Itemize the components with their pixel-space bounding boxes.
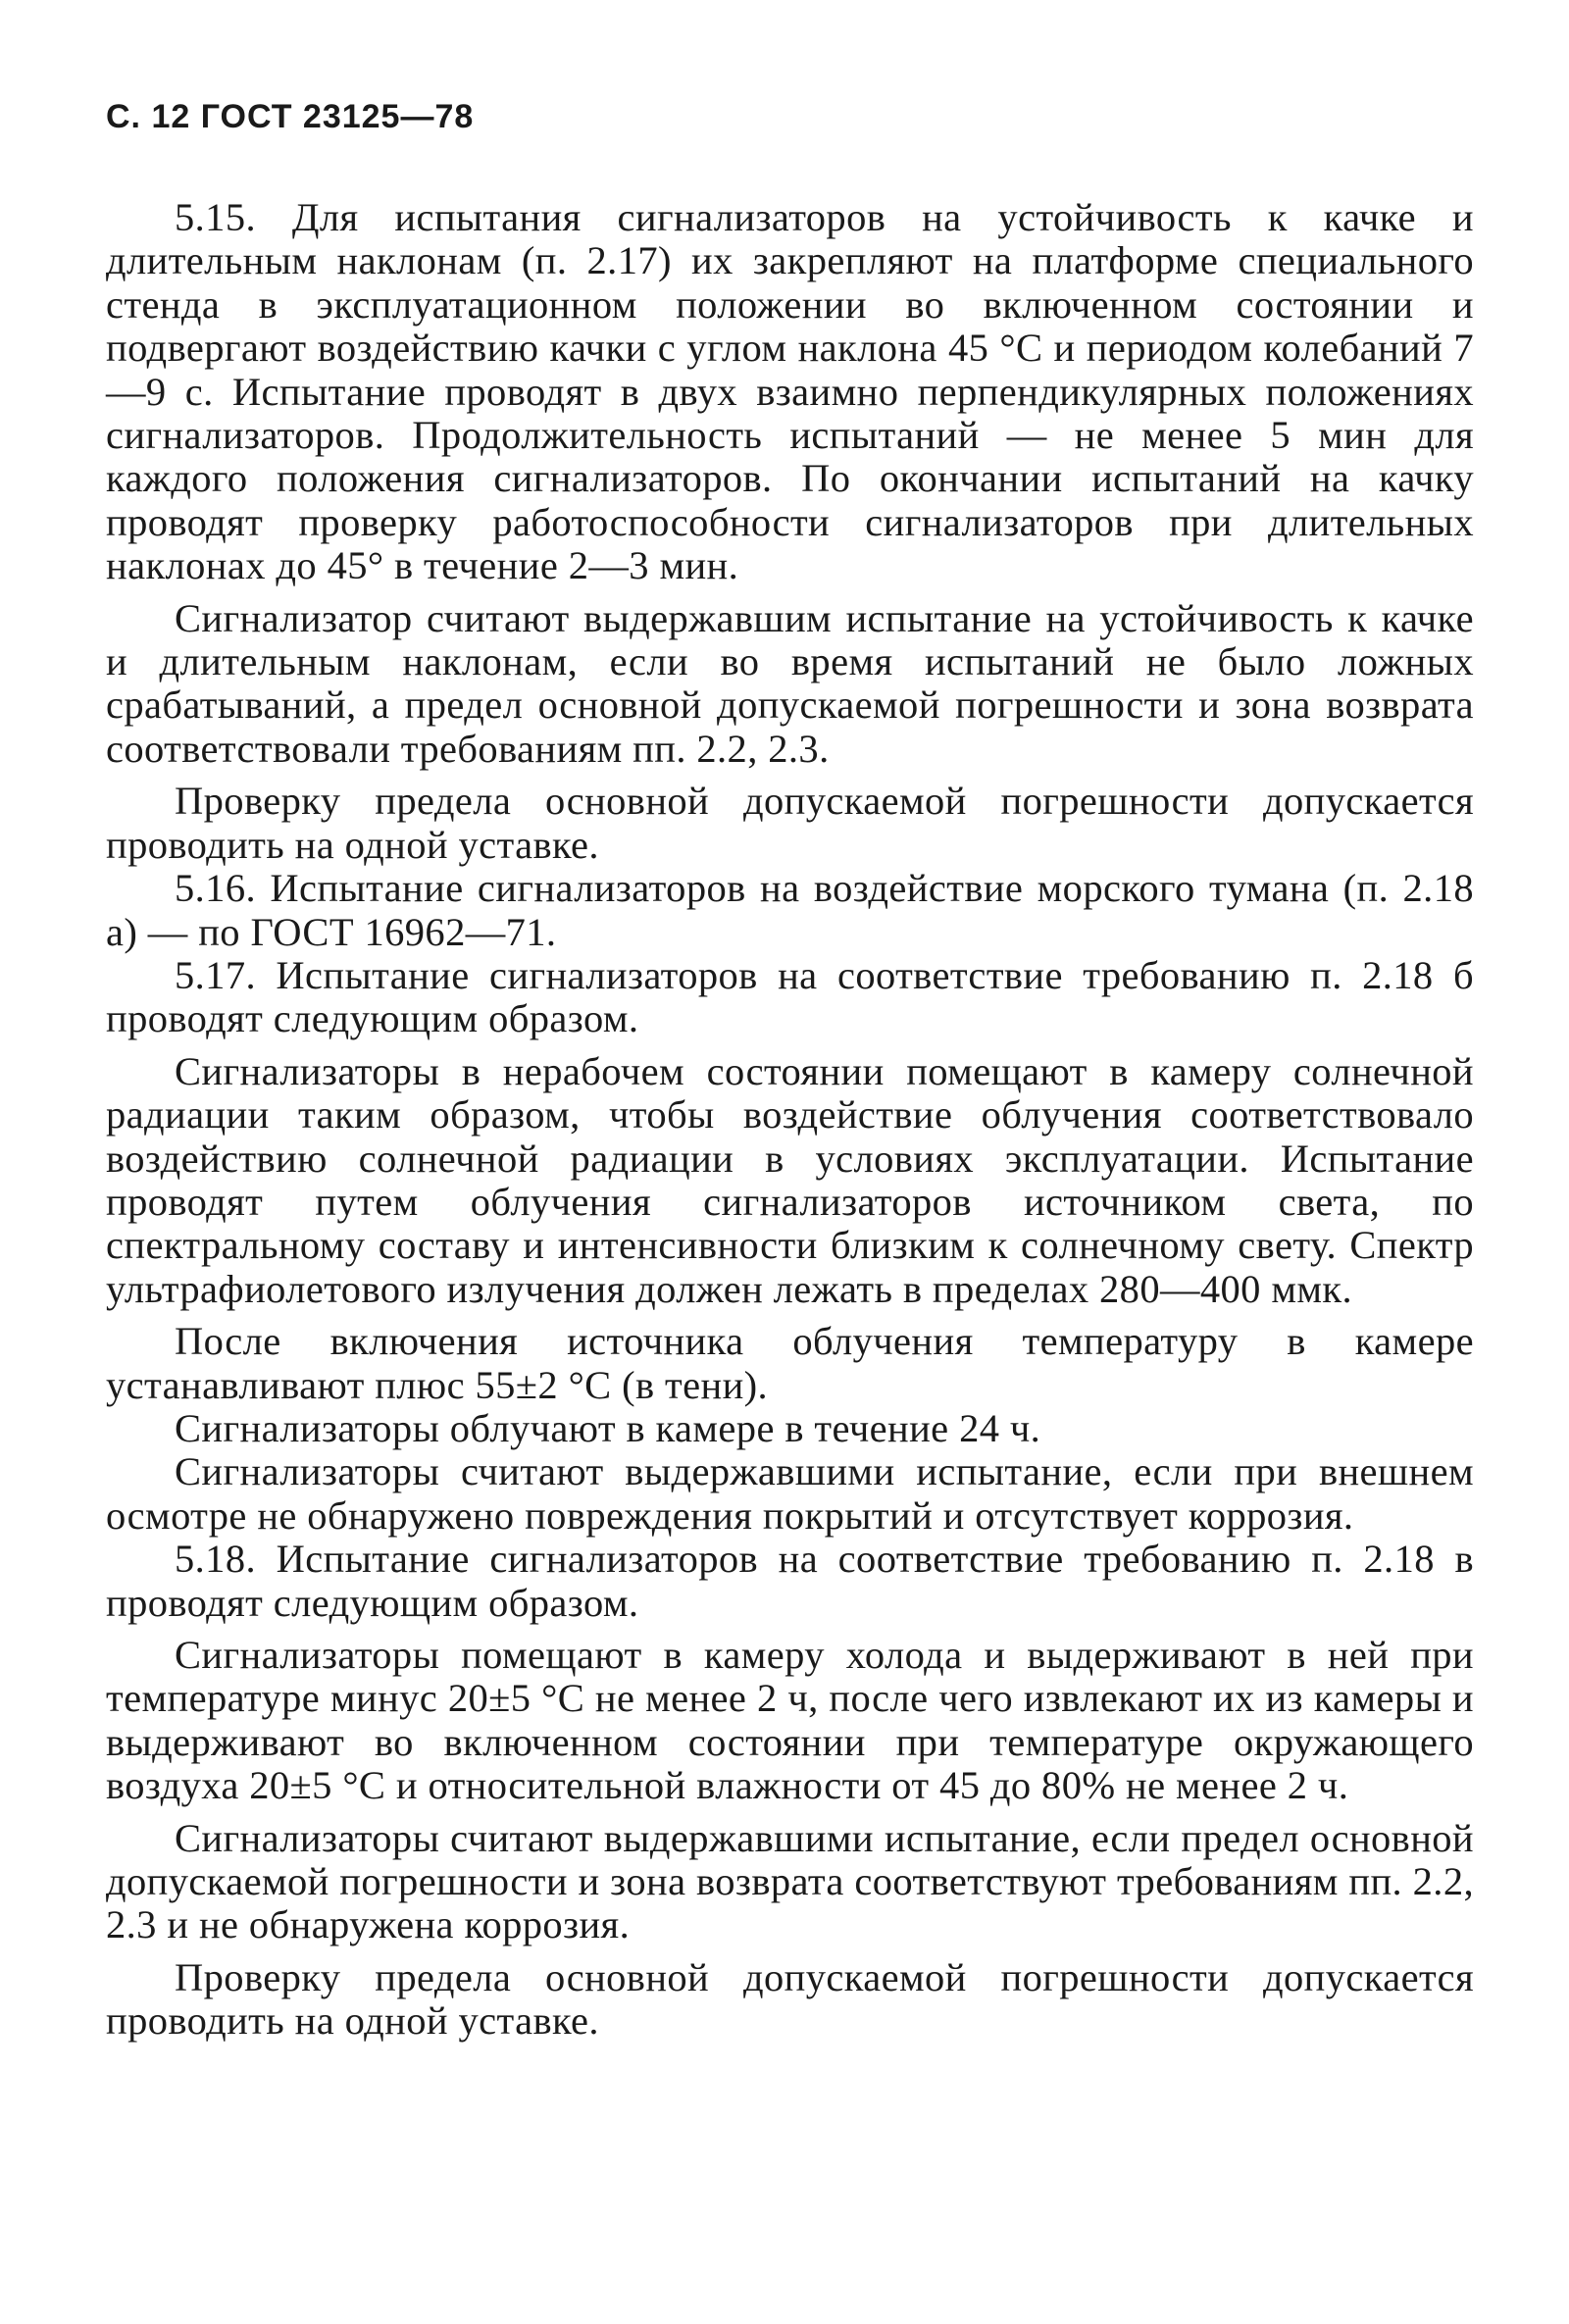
paragraph: Сигнализаторы считают выдержавшими испытание, если предел основной допускаемой погрешности и зона возврата соответствуют требованиям пп. 2.2, 2.3 и не обнаружена коррозия. bbox=[106, 1815, 1474, 1947]
paragraph-5-18: 5.18. Испытание сигнализаторов на соответствие требованию п. 2.18 в проводят следующим образом. bbox=[106, 1537, 1474, 1625]
paragraph: Сигнализатор считают выдержавшим испытание на устойчивость к качке и длительным наклонам, если во время испытаний не было ложных срабатываний, а предел основной допускаемой погрешности и зона возврата соответствовали требованиям пп. 2.2, 2.3. bbox=[106, 595, 1474, 771]
paragraph: Сигнализаторы в нерабочем состоянии помещают в камеру солнечной радиации таким образом, чтобы воздействие облучения соответствовало воздействию солнечной радиации в условиях эксплуатации. Испытание проводят путем облучения сигнализаторов источником света, по спектральному составу и интенсивности близким к солнечному свету. Спектр ультрафиолетового излучения должен лежать в пределах 280—400 ммк. bbox=[106, 1048, 1474, 1311]
paragraph-5-16: 5.16. Испытание сигнализаторов на воздействие морского тумана (п. 2.18 а) — по ГОСТ 16962—71. bbox=[106, 866, 1474, 954]
document-body bbox=[106, 196, 1474, 2044]
page-header: С. 12 ГОСТ 23125—78 bbox=[106, 98, 475, 135]
paragraph-5-17: 5.17. Испытание сигнализаторов на соответствие требованию п. 2.18 б проводят следующим образом. bbox=[106, 952, 1474, 1041]
paragraph: Сигнализаторы помещают в камеру холода и выдерживают в ней при температуре минус 20±5 °С не менее 2 ч, после чего извлекают их из камеры и выдерживают во включенном состоянии при температуре окружающего воздуха 20±5 °С и относительной влажности от 45 до 80% не менее 2 ч. bbox=[106, 1633, 1474, 1808]
paragraph: Сигнализаторы облучают в камере в течение 24 ч. bbox=[175, 1405, 1041, 1450]
paragraph: После включения источника облучения температуру в камере устанавливают плюс 55±2 °С (в тени). bbox=[106, 1319, 1474, 1407]
paragraph: Сигнализаторы считают выдержавшими испытание, если при внешнем осмотре не обнаружено повреждения покрытий и отсутствует коррозия. bbox=[106, 1449, 1474, 1538]
paragraph: Проверку предела основной допускаемой погрешности допускается проводить на одной уставке. bbox=[106, 1954, 1474, 2044]
paragraph-5-15: 5.15. Для испытания сигнализаторов на устойчивость к качке и длительным наклонам (п. 2.17) их закрепляют на платформе специального стенда в эксплуатационном положении во включенном состоянии и подвергают воздействию качки с углом наклона 45 °С и периодом колебаний 7—9 с. Испытание проводят в двух взаимно перпендикулярных положениях сигнализаторов. Продолжительность испытаний — не менее 5 мин для каждого положения сигнализаторов. По окончании испытаний на качку проводят проверку работоспособности сигнализаторов при длительных наклонах до 45° в течение 2—3 мин. bbox=[106, 195, 1474, 588]
paragraph: Проверку предела основной допускаемой погрешности допускается проводить на одной уставке. bbox=[106, 779, 1474, 867]
